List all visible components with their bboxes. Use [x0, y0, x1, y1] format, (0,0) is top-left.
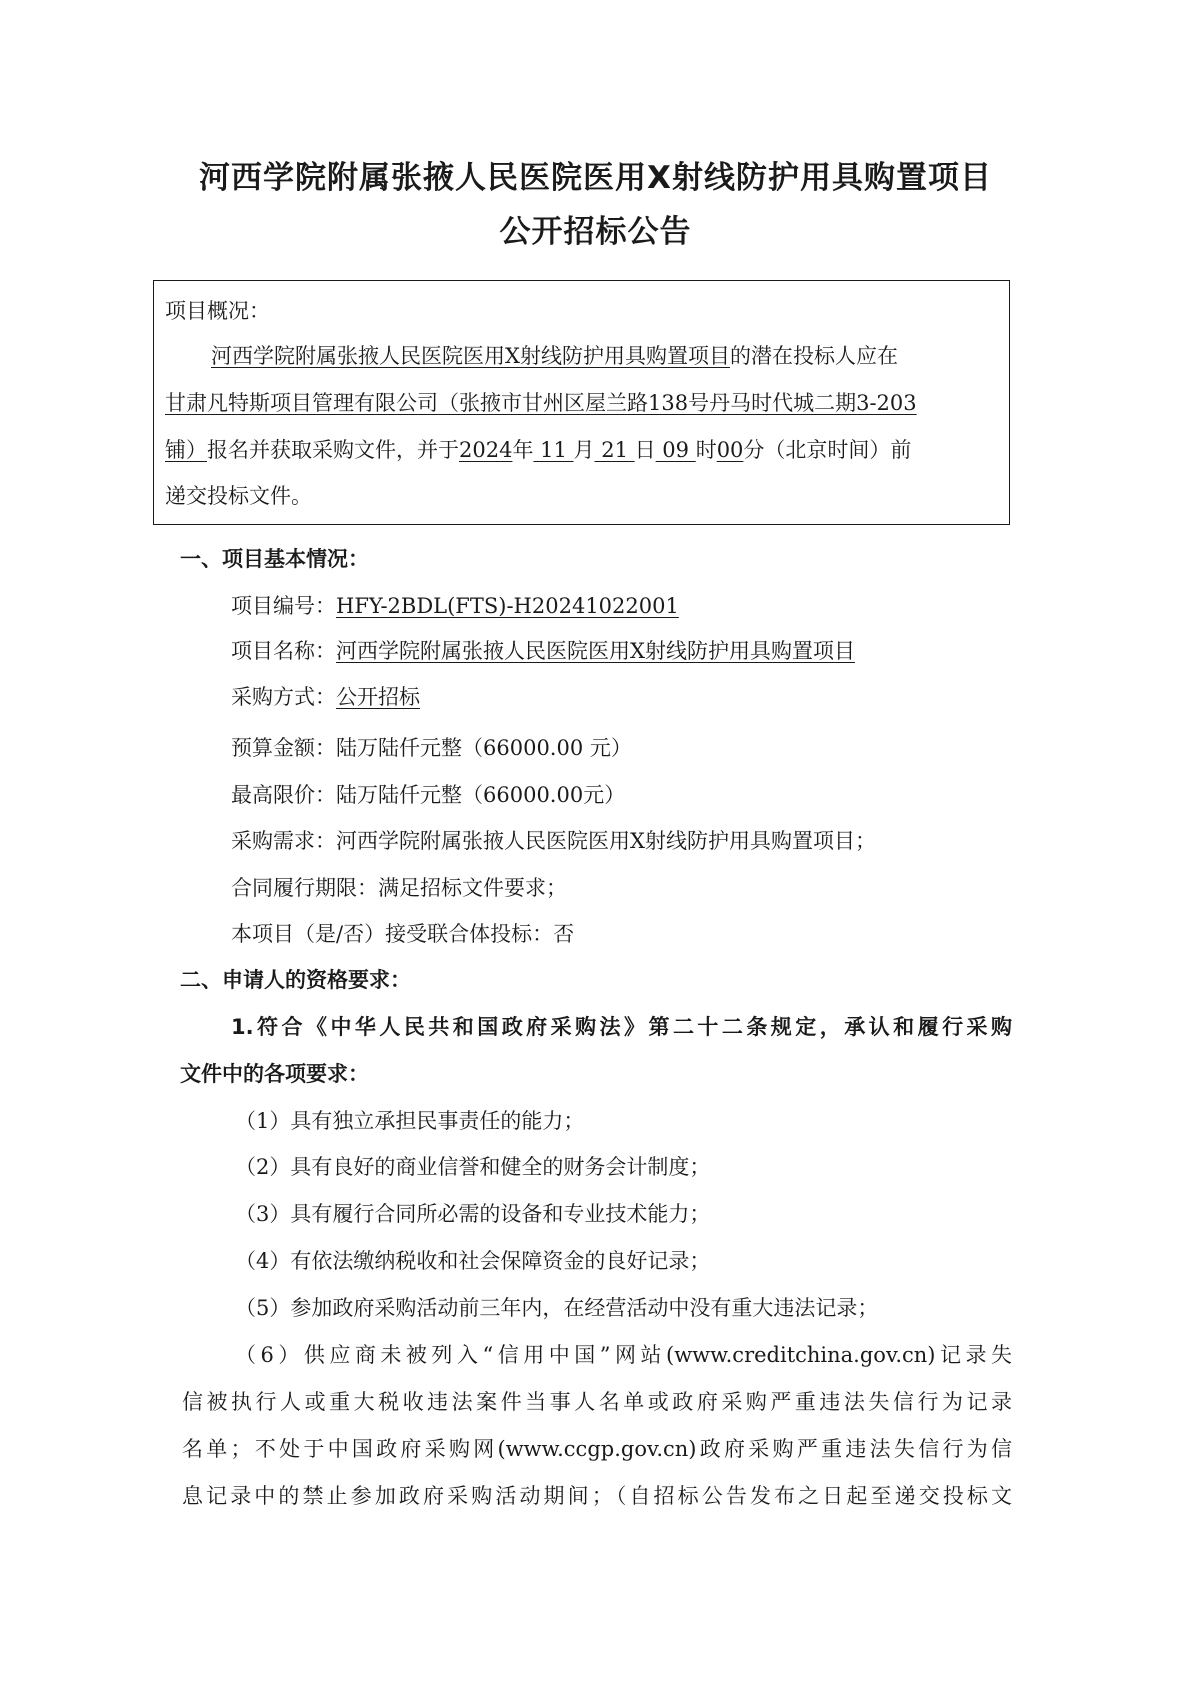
project-name-value: 河西学院附属张掖人民医院医用X射线防护用具购置项目 — [336, 639, 855, 663]
deadline-day: 21 — [594, 438, 635, 462]
qualification-item-6-line-2: 信被执行人或重大税收违法案件当事人名单或政府采购严重违法失信行为记录 — [182, 1390, 1012, 1414]
deadline-hour-unit: 时 — [695, 438, 717, 462]
consortium-row: 本项目（是/否）接受联合体投标：否 — [231, 922, 575, 946]
project-number-row — [231, 592, 679, 620]
qualification-item-3: （3）具有履行合同所必需的设备和专业技术能力； — [235, 1202, 711, 1226]
procurement-method-row — [231, 683, 420, 711]
qualification-item-6-line-3: 名单；不处于中国政府采购网(www.ccgp.gov.cn)政府采购严重违法失信行为信 — [182, 1437, 1012, 1461]
overview-text-2: 报名并获取采购文件，并于 — [207, 438, 459, 462]
title-line-1: 河西学院附属张掖人民医院医用X射线防护用具购置项目 — [199, 160, 992, 196]
deadline-month: 11 — [533, 438, 574, 462]
deadline-year: 2024 — [459, 438, 513, 462]
deadline-hour: 09 — [655, 438, 696, 462]
deadline-minute: 00 — [716, 438, 744, 462]
requirement-1-line-1: 1.符合《中华人民共和国政府采购法》第二十二条规定，承认和履行采购 — [231, 1015, 1012, 1039]
overview-line-2 — [165, 389, 917, 417]
procurement-method-label: 采购方式： — [231, 685, 336, 709]
qualification-item-6-line-1: （6）供应商未被列入“信用中国”网站(www.creditchina.gov.cn)记录失 — [235, 1343, 1012, 1367]
deadline-year-unit: 年 — [512, 438, 534, 462]
project-number-label: 项目编号： — [231, 594, 336, 618]
project-name-row — [231, 637, 855, 665]
qualification-item-1: （1）具有独立承担民事责任的能力； — [235, 1109, 585, 1133]
overview-agency: 甘肃凡特斯项目管理有限公司（张掖市甘州区屋兰路138号丹马时代城二期3-203 — [165, 391, 917, 415]
overview-line-1 — [211, 342, 898, 370]
section-1-heading: 一、项目基本情况： — [180, 547, 369, 571]
overview-heading: 项目概况： — [165, 299, 270, 323]
section-2-heading: 二、申请人的资格要求： — [180, 968, 411, 992]
overview-line-4: 递交投标文件。 — [165, 484, 312, 508]
overview-text-1: 的潜在投标人应在 — [729, 344, 898, 368]
contract-period-row: 合同履行期限：满足招标文件要求； — [231, 876, 567, 900]
requirement-1-line-2: 文件中的各项要求： — [180, 1062, 369, 1086]
procurement-method-value: 公开招标 — [336, 685, 420, 709]
deadline-month-unit: 月 — [573, 438, 595, 462]
overview-project-name: 河西学院附属张掖人民医院医用X射线防护用具购置项目 — [211, 344, 730, 368]
overview-line-3 — [165, 436, 911, 464]
title-line-2: 公开招标公告 — [499, 214, 692, 250]
deadline-day-unit: 日 — [634, 438, 656, 462]
budget-row: 预算金额：陆万陆仟元整（66000.00 元） — [231, 736, 632, 760]
demand-row: 采购需求：河西学院附属张掖人民医院医用X射线防护用具购置项目； — [231, 829, 876, 853]
qualification-item-6-line-4: 息记录中的禁止参加政府采购活动期间；（自招标公告发布之日起至递交投标文 — [182, 1484, 1012, 1508]
qualification-item-5: （5）参加政府采购活动前三年内，在经营活动中没有重大违法记录； — [235, 1296, 879, 1320]
max-price-row: 最高限价：陆万陆仟元整（66000.00元） — [231, 783, 626, 807]
overview-agency-end: 铺） — [165, 438, 207, 462]
project-name-label: 项目名称： — [231, 639, 336, 663]
deadline-minute-unit: 分（北京时间）前 — [743, 438, 912, 462]
project-number-value: HFY-2BDL(FTS)-H20241022001 — [336, 594, 679, 618]
qualification-item-4: （4）有依法缴纳税收和社会保障资金的良好记录； — [235, 1249, 711, 1273]
qualification-item-2: （2）具有良好的商业信誉和健全的财务会计制度； — [235, 1155, 711, 1179]
